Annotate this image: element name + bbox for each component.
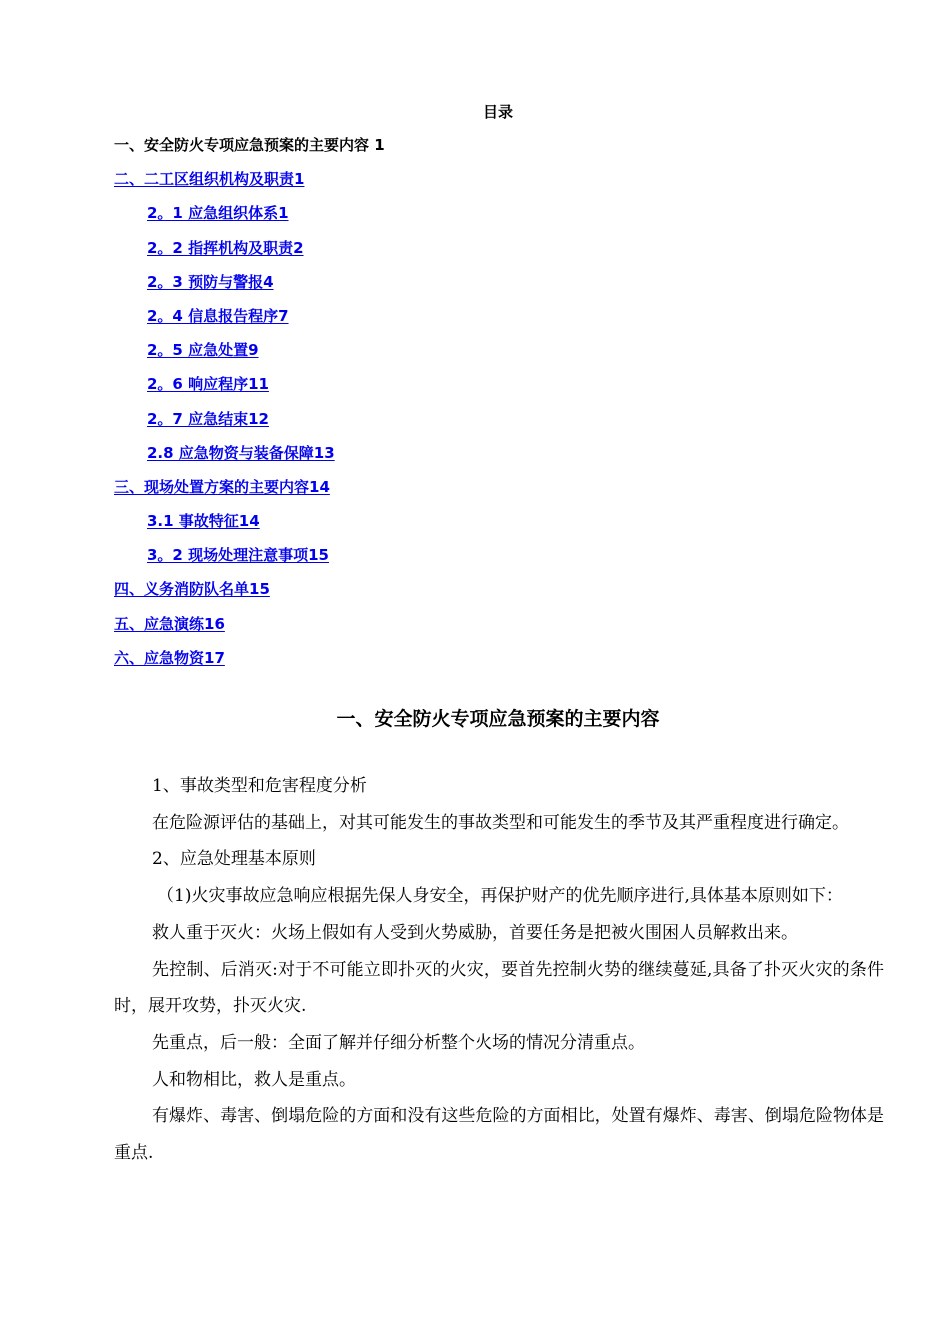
toc-item[interactable] <box>114 202 884 236</box>
table-of-contents <box>114 134 884 681</box>
toc-item[interactable] <box>114 578 884 612</box>
toc-link[interactable]: 3。2 现场处理注意事项15 <box>147 546 329 565</box>
toc-link[interactable]: 二、二工区组织机构及职责1 <box>114 170 305 189</box>
toc-link[interactable]: 五、应急演练16 <box>114 614 225 633</box>
toc-item[interactable] <box>114 373 884 407</box>
toc-link[interactable]: 2。2 指挥机构及职责2 <box>147 238 304 257</box>
toc-link[interactable]: 2。3 预防与警报4 <box>147 272 274 291</box>
toc-item[interactable] <box>114 442 884 476</box>
toc-link[interactable]: 2。1 应急组织体系1 <box>147 204 289 223</box>
toc-link[interactable]: 2。4 信息报告程序7 <box>147 306 289 325</box>
paragraph: 2、应急处理基本原则 <box>152 849 316 870</box>
toc-item[interactable] <box>114 168 884 202</box>
toc-link[interactable]: 一、安全防火专项应急预案的主要内容 1 <box>114 136 385 154</box>
paragraph: 先重点，后一般：全面了解并仔细分析整个火场的情况分清重点。 <box>152 1032 645 1053</box>
paragraph: 在危险源评估的基础上，对其可能发生的事故类型和可能发生的季节及其严重程度进行确定。 <box>152 812 849 833</box>
section-heading: 一、安全防火专项应急预案的主要内容 <box>336 708 660 730</box>
paragraph: （1)火灾事故应急响应根据先保人身安全，再保护财产的优先顺序进行,具体基本原则如下： <box>157 886 843 907</box>
toc-item[interactable] <box>114 271 884 305</box>
toc-item[interactable] <box>114 510 884 544</box>
toc-item[interactable] <box>114 134 884 168</box>
toc-link[interactable]: 三、现场处置方案的主要内容14 <box>114 477 330 496</box>
toc-item[interactable] <box>114 237 884 271</box>
paragraph: 1、事故类型和危害程度分析 <box>152 776 367 796</box>
toc-item[interactable] <box>114 408 884 442</box>
toc-item[interactable] <box>114 476 884 510</box>
section-body <box>114 768 884 1172</box>
toc-item[interactable] <box>114 613 884 647</box>
toc-link[interactable]: 2。6 响应程序11 <box>147 375 269 394</box>
paragraph: 人和物相比，救人是重点。 <box>152 1069 356 1090</box>
toc-link[interactable]: 2。7 应急结束12 <box>147 409 269 428</box>
toc-link[interactable]: 2。5 应急处置9 <box>147 341 259 360</box>
toc-item[interactable] <box>114 339 884 373</box>
toc-link[interactable]: 六、应急物资17 <box>114 648 225 667</box>
toc-item[interactable] <box>114 544 884 578</box>
paragraph: 有爆炸、毒害、倒塌危险的方面和没有这些危险的方面相比，处置有爆炸、毒害、倒塌危险物体是重点. <box>114 1106 884 1164</box>
toc-item[interactable] <box>114 647 884 681</box>
toc-link[interactable]: 2.8 应急物资与装备保障13 <box>147 443 335 462</box>
paragraph: 救人重于灭火：火场上假如有人受到火势威胁，首要任务是把被火围困人员解救出来。 <box>152 922 798 943</box>
toc-item[interactable] <box>114 305 884 339</box>
toc-title: 目录 <box>482 103 513 121</box>
toc-link[interactable]: 3.1 事故特征14 <box>147 512 260 531</box>
toc-link[interactable]: 四、义务消防队名单15 <box>114 580 270 599</box>
paragraph: 先控制、后消灭:对于不可能立即扑灭的火灾，要首先控制火势的继续蔓延,具备了扑灭火灾的条件时，展开攻势，扑灭火灾. <box>114 959 884 1017</box>
